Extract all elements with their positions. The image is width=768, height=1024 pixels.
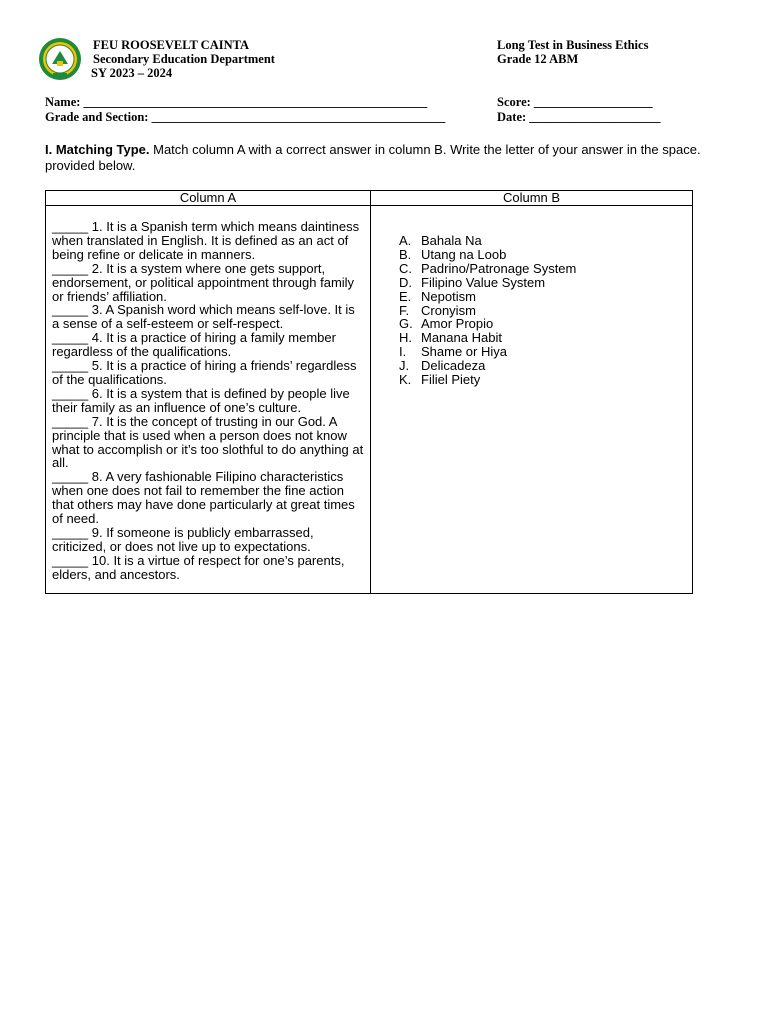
answer-option xyxy=(399,345,686,359)
option-letter: I. xyxy=(399,344,407,360)
question-item: _____ 5. It is a practice of hiring a friends’ regardless of the qualifications. xyxy=(52,358,357,387)
column-b xyxy=(371,206,693,594)
question-item: _____ 4. It is a practice of hiring a family member regardless of the qualifications. xyxy=(52,330,336,360)
school-year: SY 2023 – 2024 xyxy=(91,66,173,80)
option-text: Nepotism xyxy=(421,288,476,304)
answer-option xyxy=(399,304,686,318)
department-name: Secondary Education Department xyxy=(93,52,275,66)
option-text: Bahala Na xyxy=(421,233,482,248)
grade-level: Grade 12 ABM xyxy=(497,52,579,66)
option-letter: J. xyxy=(399,358,410,374)
option-letter: G. xyxy=(399,316,413,332)
question-item: _____ 9. If someone is publicly embarrassed, criticized, or does not live up to expectations. xyxy=(52,524,314,554)
answer-option xyxy=(399,276,686,290)
test-info xyxy=(497,38,648,66)
option-letter: H. xyxy=(399,330,412,346)
question-item: _____ 6. It is a system that is defined by people live their family as an influence of one’s culture. xyxy=(52,385,350,415)
question-item: _____ 1. It is a Spanish term which means daintiness when translated in English. It is defined as an act of being refine or delicate in manners. xyxy=(52,219,360,262)
option-text: Amor Propio xyxy=(421,316,494,332)
instructions-heading: I. Matching Type. xyxy=(45,142,150,157)
question-item: _____ 7. It is the concept of trusting in our God. A principle that is used when a person does not know what to accomplish or it’s too slothful to do anything at all. xyxy=(52,413,364,471)
answer-option xyxy=(399,262,686,276)
name-field[interactable]: Name: _______________________________________________________ xyxy=(45,95,428,109)
answer-option xyxy=(399,248,686,262)
question-item: _____ 2. It is a system where one gets support, endorsement, or political appointment through family or friends’ affiliation. xyxy=(52,260,355,304)
score-field[interactable]: Score: ___________________ xyxy=(497,95,653,109)
answer-option xyxy=(399,234,686,248)
answer-option xyxy=(399,359,686,373)
question-item: _____ 10. It is a virtue of respect for one’s parents, elders, and ancestors. xyxy=(52,552,345,582)
option-text: Filipino Value System xyxy=(421,274,546,290)
school-header xyxy=(93,38,275,80)
column-a-header: Column A xyxy=(46,191,371,206)
option-text: Delicadeza xyxy=(421,358,486,374)
option-letter: C. xyxy=(399,260,412,276)
column-a xyxy=(46,206,371,594)
option-text: Filiel Piety xyxy=(421,372,481,388)
date-field[interactable]: Date: _____________________ xyxy=(497,110,661,124)
question-item: _____ 3. A Spanish word which means self-love. It is a sense of a self-esteem or self-respect. xyxy=(52,302,355,332)
school-seal-icon xyxy=(38,37,82,81)
school-name: FEU ROOSEVELT CAINTA xyxy=(93,38,250,52)
option-letter: E. xyxy=(399,288,412,304)
test-title: Long Test in Business Ethics xyxy=(497,38,649,52)
option-text: Manana Habit xyxy=(421,330,502,346)
answer-option xyxy=(399,373,686,387)
option-letter: F. xyxy=(399,302,410,318)
column-b-header: Column B xyxy=(371,191,693,206)
option-text: Cronyism xyxy=(421,302,476,318)
option-text: Padrino/Patronage System xyxy=(421,260,577,276)
matching-table xyxy=(45,190,693,594)
option-letter: A. xyxy=(399,233,412,248)
option-text: Utang na Loob xyxy=(421,246,507,262)
option-letter: B. xyxy=(399,246,412,262)
question-item: _____ 8. A very fashionable Filipino characteristics when one does not fail to remember the fine action that others may have done particularly at great times of need. xyxy=(52,469,355,527)
option-text: Shame or Hiya xyxy=(421,344,507,360)
instructions-text: Match column A with a correct answer in column B. Write the letter of your answer in the space. provided below. xyxy=(45,142,701,173)
option-letter: K. xyxy=(399,372,412,388)
grade-section-field[interactable]: Grade and Section: _______________________________________________ xyxy=(45,110,446,124)
answer-option xyxy=(399,331,686,345)
answer-option xyxy=(399,317,686,331)
option-letter: D. xyxy=(399,274,412,290)
instructions xyxy=(45,142,715,174)
answer-option xyxy=(399,290,686,304)
